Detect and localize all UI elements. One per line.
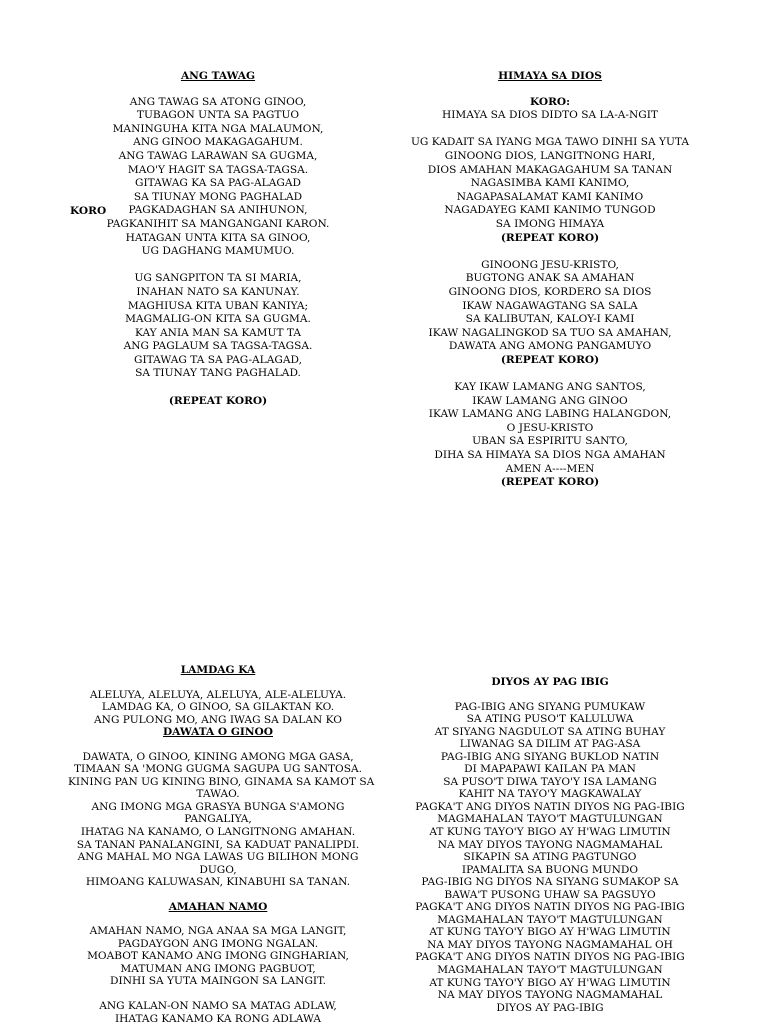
lyric-line: ANG PAGLAUM SA TAGSA-TAGSA. [123,340,313,353]
lyric-line: ANG GINOO MAKAGAGAHUM. [133,136,303,149]
lyric-line: KAY IKAW LAMANG ANG SANTOS, [454,381,646,394]
lyric-line: IKAW LAMANG ANG GINOO [472,394,628,407]
lyric-line: AT KUNG TAYO'Y BIGO AY H'WAG LIMUTIN [429,976,671,989]
lyric-line: LIWANAG SA DILIM AT PAG-ASA [459,738,641,751]
lyric-line: MAGMAHALAN TAYO'T MAGTULUNGAN [437,964,663,977]
lyric-line: DAWATA, O GINOO, KINING AMONG MGA GASA, [82,750,354,763]
ang-tawag-stanza2 [68,272,368,381]
lyric-line: PAG-IBIG ANG SIYANG BUKLOD NATIN [440,750,660,763]
lyric-line: SA TIUNAY TANG PAGHALAD. [135,367,301,380]
lyric-line: KINING PAN UG KINING BINO, GINAMA SA KAMOT SA [68,775,375,788]
lyric-line: PAG-IBIG NG DIYOS NA SIYANG SUMAKOP SA [421,876,679,889]
lamdag-stanza1 [68,689,368,727]
lyric-line: DINHI SA YUTA MAINGON SA LANGIT. [110,975,326,988]
lyric-line: AT SIYANG NAGDULOT SA ATING BUHAY [434,725,666,738]
lyric-line: BUGTONG ANAK SA AMAHAN [465,272,635,285]
lyric-line: SA TANAN PANALANGINI, SA KADUAT PANALIPDI. [76,838,360,851]
ang-tawag-repeat: (REPEAT KORO) [168,394,268,407]
lyric-line: NAGAPASALAMAT KAMI KANIMO [456,190,644,203]
lyric-line: SA TIUNAY MONG PAGHALAD [133,190,303,203]
lyric-line: PANGALIYA, [184,813,252,826]
lyric-line: HIMOANG KALUWASAN, KINABUHI SA TANAN. [85,876,351,889]
lyric-line: GINOONG DIOS, KORDERO SA DIOS [448,285,652,298]
lyric-line: SA KALIBUTAN, KALOY-I KAMI [465,313,635,326]
lyric-line: UG SANGPITON TA SI MARIA, [134,272,302,285]
lyric-line: PAGKADAGHAN SA ANIHUNON, [128,204,308,217]
lyric-line: PAGKANIHIT SA MANGANGANI KARON. [106,217,330,230]
lyric-line: AT KUNG TAYO'Y BIGO AY H'WAG LIMUTIN [429,926,671,939]
himaya-stanza2 [398,259,702,354]
lyric-line: NAGASIMBA KAMI KANIMO, [470,177,630,190]
lyric-line: IPAMALITA SA BUONG MUNDO [461,863,639,876]
lyric-line: GINOONG DIOS, LANGITNONG HARI, [444,149,656,162]
lyric-line: ALELUYA, ALELUYA, ALELUYA, ALE-ALELUYA. [89,688,347,701]
lyric-line: IKAW LAMANG ANG LABING HALANGDON, [428,408,672,421]
lyric-line: PAGDAYGON ANG IMONG NGALAN. [117,937,319,950]
amahan-stanza2 [68,1000,368,1025]
ang-tawag-koro [68,204,368,258]
dawata-title: DAWATA O GINOO [162,726,273,739]
diyos-title: DIYOS AY PAG IBIG [491,676,609,688]
himaya-stanza3 [398,381,702,476]
lyric-line: NA MAY DIYOS TAYONG NAGMAMAHAL [437,838,663,851]
lyric-line: ANG PULONG MO, ANG IWAG SA DALAN KO [94,713,342,726]
lyric-line: NAGADAYEG KAMI KANIMO TUNGOD [444,204,656,217]
lyric-line: TIMAAN SA 'MONG GUGMA SAGUPA UG SANTOSA. [73,763,362,776]
lyric-line: AMEN A----MEN [505,462,595,475]
lyric-line: MAO'Y HAGIT SA TAGSA-TAGSA. [127,163,309,176]
diyos-section [400,676,700,1014]
himaya-repeat-2: (REPEAT KORO) [500,353,600,366]
lyric-line: DUGO, [199,863,237,876]
lyric-line: BAWA'T PUSONG UHAW SA PAGSUYO [444,888,656,901]
himaya-repeat-3: (REPEAT KORO) [500,476,600,489]
lyric-line: MOABOT KANAMO ANG IMONG GINGHARIAN, [87,950,349,963]
himaya-stanza1 [398,136,702,231]
lyric-line: UG KADAIT SA IYANG MGA TAWO DINHI SA YUTA [410,136,690,149]
lyric-line: DIOS AMAHAN MAKAGAGAHUM SA TANAN [427,163,673,176]
lyric-line: KAY ANIA MAN SA KAMUT TA [134,326,302,339]
lyric-line: SA PUSO'T DIWA TAYO'Y ISA LAMANG [443,775,657,788]
lyric-line: MAGMAHALAN TAYO'T MAGTULUNGAN [437,813,663,826]
lyric-line: DAWATA ANG AMONG PANGAMUYO [448,340,652,353]
lyric-line: MAGHIUSA KITA UBAN KANIYA; [127,299,309,312]
lyric-line: NA MAY DIYOS TAYONG NAGMAMAHAL [437,989,663,1002]
lyric-line: PAGKA'T ANG DIYOS NATIN DIYOS NG PAG-IBIG [415,951,685,964]
lyric-line: GITAWAG TA SA PAG-ALAGAD, [134,353,302,366]
lyric-line: UG DAGHANG MAMUMUO. [141,245,295,258]
lyric-line: SIKAPIN SA ATING PAGTUNGO [463,851,637,864]
ang-tawag-stanza1 [68,96,368,205]
lyric-line: MAGMAHALAN TAYO'T MAGTULUNGAN [437,913,663,926]
himaya-koro-label: KORO: [529,95,571,108]
lyric-line: LAMDAG KA, O GINOO, SA GILAKTAN KO. [101,701,335,714]
lyric-line: UBAN SA ESPIRITU SANTO, [472,435,628,448]
lyric-line: AT KUNG TAYO'Y BIGO AY H'WAG LIMUTIN [429,826,671,839]
lyric-line: NA MAY DIYOS TAYONG NAGMAMAHAL OH [427,938,673,951]
lyric-line: ANG TAWAG LARAWAN SA GUGMA, [118,149,318,162]
himaya-title: HIMAYA SA DIOS [498,70,602,82]
dawata-stanza [68,750,375,889]
lyric-line: DIHA SA HIMAYA SA DIOS NGA AMAHAN [434,449,666,462]
lyric-line: PAGKA'T ANG DIYOS NATIN DIYOS NG PAG-IBIG [415,800,685,813]
lamdag-section [68,664,375,1025]
lyric-line: HATAGAN UNTA KITA SA GINOO, [125,231,311,244]
lyric-line: ANG KALAN-ON NAMO SA MATAG ADLAW, [99,1000,337,1013]
lyric-line: AMAHAN NAMO, NGA ANAA SA MGA LANGIT, [89,925,347,938]
lyric-line: PAGKA'T ANG DIYOS NATIN DIYOS NG PAG-IBIG [415,901,685,914]
lyric-line: O JESU-KRISTO [506,421,594,434]
lyric-line: GINOONG JESU-KRISTO, [481,258,619,271]
lyric-line: KAHIT NA TAYO'Y MAGKAWALAY [458,788,642,801]
lyric-line: ANG TAWAG SA ATONG GINOO, [129,95,307,108]
lyric-line: IHATAG KANAMO KA RONG ADLAWA [114,1012,322,1025]
amahan-title: AMAHAN NAMO [168,900,268,913]
lyric-line: TAWAO. [196,788,240,801]
lyric-line: MATUMAN ANG IMONG PAGBUOT, [120,962,316,975]
diyos-lines [400,701,700,1015]
lyric-line: INAHAN NATO SA KANUNAY. [136,285,300,298]
lamdag-title: LAMDAG KA [180,664,256,676]
lyric-line: IHATAG NA KANAMO, O LANGITNONG AMAHAN. [80,826,356,839]
himaya-section [398,70,702,490]
lyric-line: PAG-IBIG ANG SIYANG PUMUKAW [454,700,646,713]
lyric-line: GITAWAG KA SA PAG-ALAGAD [135,177,301,190]
himaya-repeat-1: (REPEAT KORO) [500,231,600,244]
lyric-line: SA ATING PUSO'T KALULUWA [466,713,634,726]
lyric-line: ANG MAHAL MO NGA LAWAS UG BILIHON MONG [77,851,359,864]
lyric-line: MAGMALIG-ON KITA SA GUGMA. [125,313,311,326]
lyric-line: SA IMONG HIMAYA [495,217,605,230]
ang-tawag-koro-label: KORO [70,205,107,217]
amahan-stanza1 [68,925,368,988]
himaya-koro-line: HIMAYA SA DIOS DIDTO SA LA-A-NGIT [442,109,658,122]
lyric-line: IKAW NAGALINGKOD SA TUO SA AMAHAN, [428,326,672,339]
lyric-line: DIYOS AY PAG-IBIG [496,1001,604,1014]
ang-tawag-title: ANG TAWAG [180,70,256,82]
lyric-line: MANINGUHA KITA NGA MALAUMON, [112,122,324,135]
lyric-line: ANG IMONG MGA GRASYA BUNGA S'AMONG [91,800,345,813]
lyric-line: TUBAGON UNTA SA PAGTUO [136,109,300,122]
lyric-line: DI MAPAPAWI KAILAN PA MAN [464,763,636,776]
lyric-line: IKAW NAGAWAGTANG SA SALA [462,299,638,312]
ang-tawag-section [68,70,368,408]
